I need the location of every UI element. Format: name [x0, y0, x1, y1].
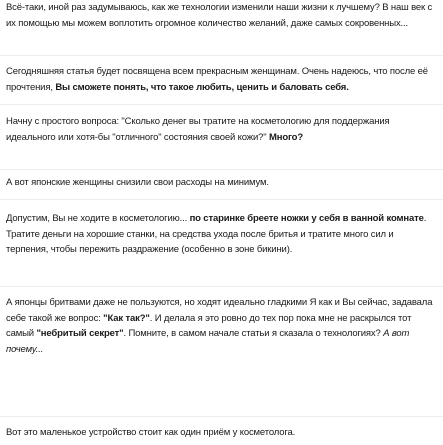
- question-bold-text: Много?: [268, 131, 303, 143]
- intro-paragraph: [6, 0, 438, 31]
- dedication-bold-text: Вы сможете понять, что такое любить, ценить и баловать себя.: [55, 81, 349, 93]
- divider: [0, 416, 443, 417]
- intro-text: Всё-таки, иной раз задумываюсь, как же технологии изменили наши жизни к лучшему? В наш век с их помощью мы можем воплотить огромное количество желаний, даже самых сокровенных...: [6, 2, 433, 29]
- divider: [0, 169, 443, 170]
- secret-italic-text: А вот почему...: [6, 328, 410, 356]
- question-text: Начну с простого вопроса: "Сколько денег вы тратите на косметологию для поддержания идеального или хотя-бы "отличного" состояния своей кожи?": [6, 116, 390, 143]
- secret-text-continued: . И делала я это ровно до тех пор пока мне не раскрылся тот самый: [6, 312, 412, 340]
- dedication-text: Сегодняшняя статья будет посвящена всем прекрасным женщинам. Очень надеюсь, что после её прочтения,: [6, 66, 428, 93]
- secret-bold-question: "Как так?": [103, 312, 150, 324]
- divider: [0, 286, 443, 287]
- divider: [0, 199, 443, 200]
- japanese-women-text: А вот японские женщины снизили свои расходы на минимум.: [6, 177, 269, 188]
- shaving-text-continued: . Тратите деньги на хорошие станки, на средства ухода после бритья и тратите много сил и терпения, чтобы пережить раздражение (особенно в зоне бикини).: [6, 213, 427, 256]
- secret-text-end: . Помните, в самом начале статьи я сказала о технологиях?: [123, 328, 384, 340]
- divider: [0, 55, 443, 56]
- shaving-text: Допустим, Вы не ходите в косметологию...: [6, 213, 190, 224]
- shaving-bold-text: по старинке бреете ножки у себя в ванной комнате: [189, 213, 424, 224]
- device-paragraph: [6, 425, 438, 441]
- secret-bold-phrase: "небритый секрет": [36, 328, 124, 340]
- secret-paragraph: [6, 295, 438, 358]
- japanese-women-paragraph: [6, 175, 438, 191]
- shaving-paragraph: [6, 211, 438, 258]
- question-paragraph: [6, 114, 438, 145]
- dedication-paragraph: [6, 64, 438, 95]
- secret-text: А японцы бритвами даже не пользуются, но ходят идеально гладкими Я как и Вы сейчас, задавала себе такой же вопрос:: [6, 297, 433, 324]
- device-text: Вот это маленькое устройство стоит как один приём у косметолога.: [6, 427, 296, 438]
- divider: [0, 104, 443, 105]
